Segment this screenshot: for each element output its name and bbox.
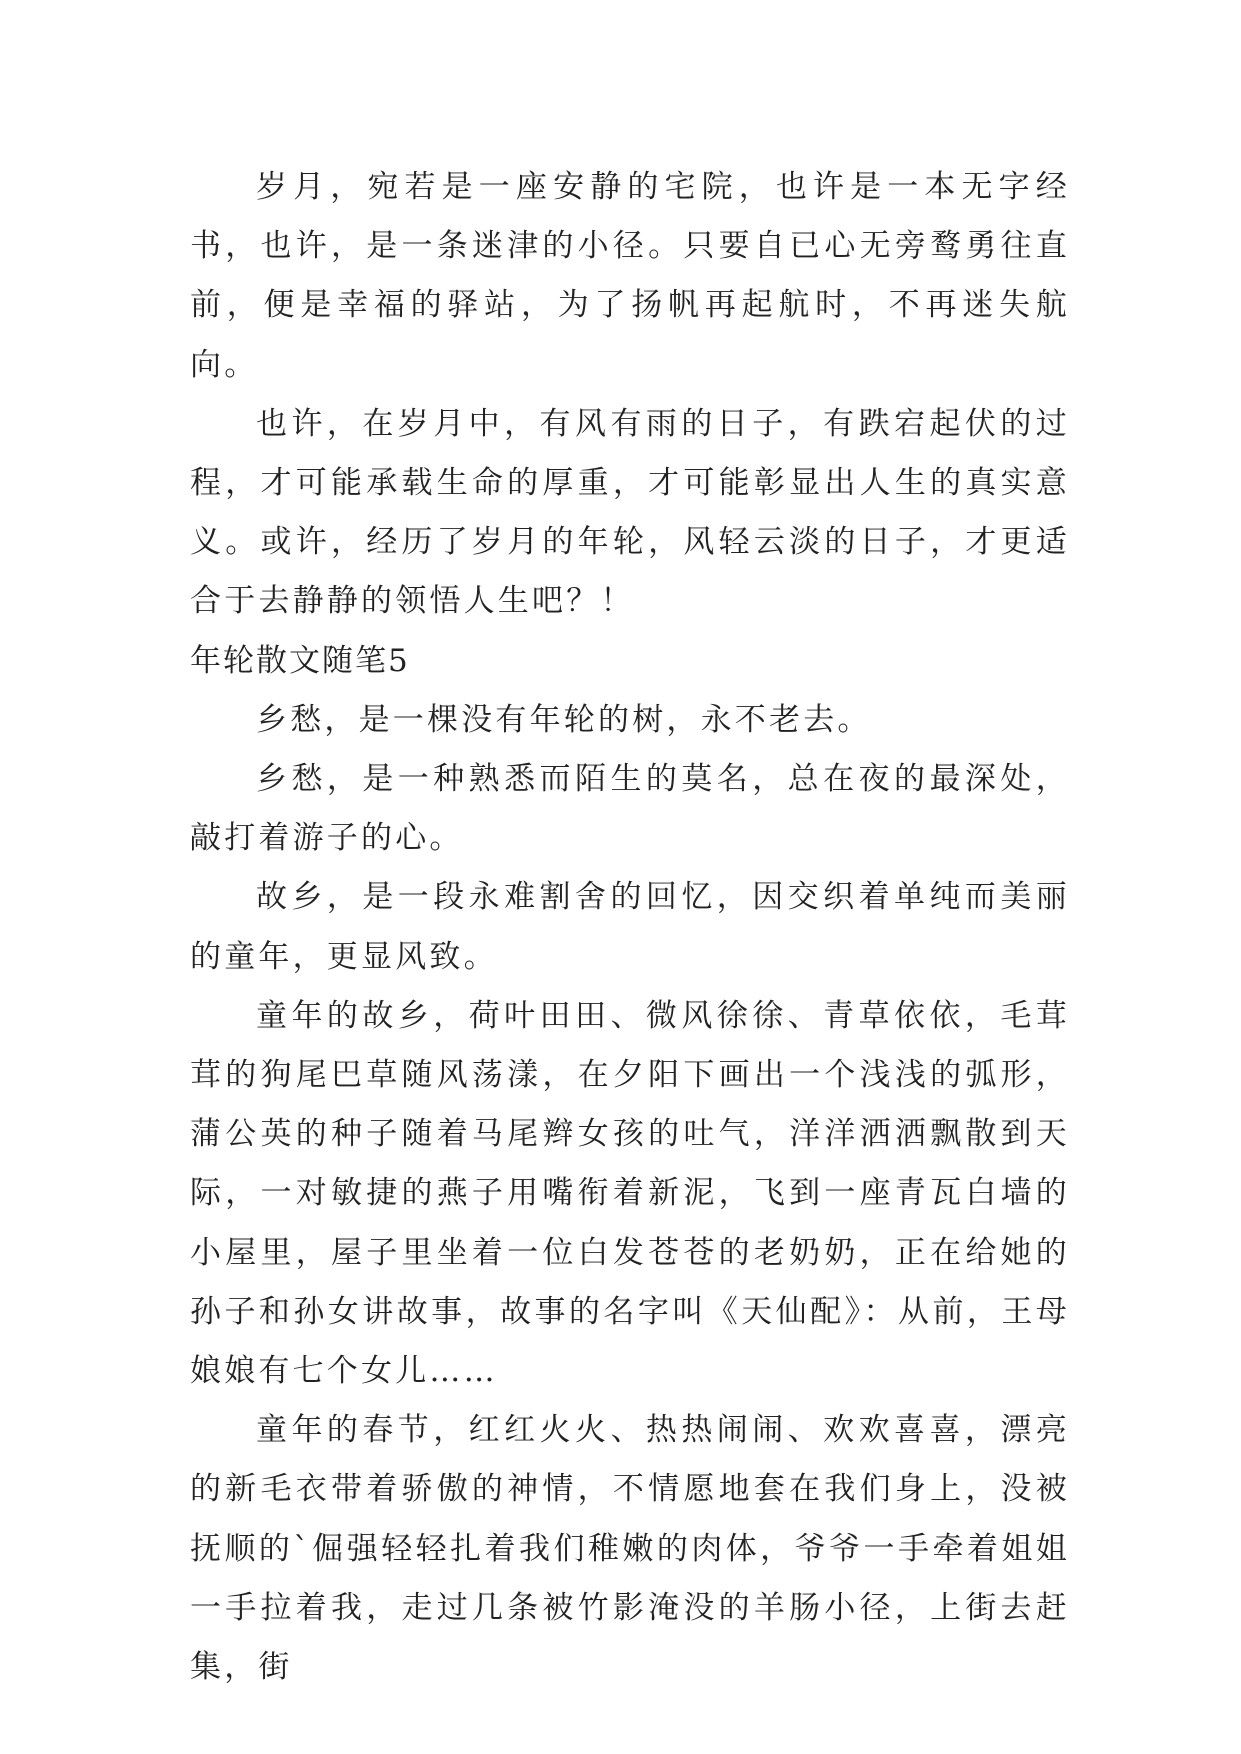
section-title: 年轮散文随笔5 bbox=[190, 642, 410, 679]
paragraph: 乡愁，是一棵没有年轮的树，永不老去。 bbox=[256, 701, 872, 738]
document-body bbox=[190, 158, 1070, 1697]
paragraph: 童年的故乡，荷叶田田、微风徐徐、青草依依，毛茸茸的狗尾巴草随风荡漾，在夕阳下画出一个浅浅的弧形，蒲公英的种子随着马尾辫女孩的吐气，洋洋洒洒飘散到天际，一对敏捷的燕子用嘴衔着新泥，飞到一座青瓦白墙的小屋里，屋子里坐着一位白发苍苍的老奶奶，正在给她的孙子和孙女讲故事，故事的名字叫《天仙配》：从前，王母娘娘有七个女儿…… bbox=[190, 997, 1070, 1390]
paragraph: 故乡，是一段永难割舍的回忆，因交织着单纯而美丽的童年，更显风致。 bbox=[190, 879, 1070, 975]
paragraph: 也许，在岁月中，有风有雨的日子，有跌宕起伏的过程，才可能承载生命的厚重，才可能彰显出人生的真实意义。或许，经历了岁月的年轮，风轻云淡的日子，才更适合于去静静的领悟人生吧？！ bbox=[190, 405, 1070, 620]
paragraph: 岁月，宛若是一座安静的宅院，也许是一本无字经书，也许，是一条迷津的小径。只要自已心无旁鹜勇往直前，便是幸福的驿站，为了扬帆再起航时，不再迷失航向。 bbox=[190, 169, 1070, 383]
paragraph: 乡愁，是一种熟悉而陌生的莫名，总在夜的最深处，敲打着游子的心。 bbox=[190, 761, 1070, 857]
paragraph: 童年的春节，红红火火、热热闹闹、欢欢喜喜，漂亮的新毛衣带着骄傲的神情，不情愿地套在我们身上，没被抚顺的`倔强轻轻扎着我们稚嫩的肉体，爷爷一手牵着姐姐一手拉着我，走过几条被竹影淹没的羊肠小径，上街去赶集，街 bbox=[190, 1412, 1070, 1686]
